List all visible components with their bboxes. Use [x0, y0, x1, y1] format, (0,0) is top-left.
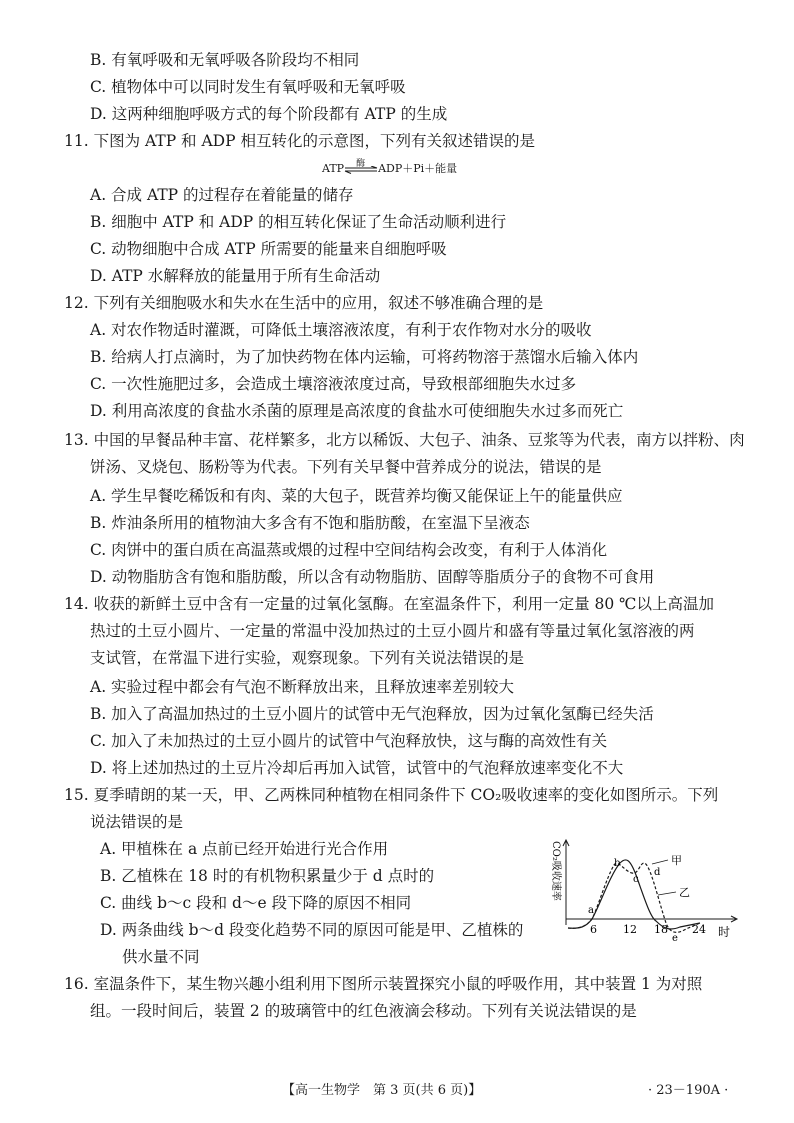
q12-option-d: D. 利用高浓度的食盐水杀菌的原理是高浓度的食盐水可使细胞失水过多而死亡 — [90, 402, 624, 420]
q10-option-c: C. 植物体中可以同时发生有氧呼吸和无氧呼吸 — [90, 78, 406, 96]
series-jia-label: 甲 — [671, 854, 682, 867]
leader-jia — [652, 860, 668, 864]
q12-stem: 12. 下列有关细胞吸水和失水在生活中的应用，叙述不够准确合理的是 — [64, 294, 544, 312]
q14-option-a: A. 实验过程中都会有气泡不断释放出来，且释放速率差别较大 — [90, 678, 515, 696]
q14-stem-line3: 支试管，在常温下进行实验，观察现象。下列有关说法错误的是 — [90, 649, 525, 667]
equation-right: ADP＋Pi＋能量 — [378, 162, 458, 175]
enzyme-label: 酶 — [356, 159, 366, 169]
q15-option-a: A. 甲植株在 a 点前已经开始进行光合作用 — [100, 840, 389, 858]
q11-option-b: B. 细胞中 ATP 和 ADP 的相互转化保证了生命活动顺利进行 — [90, 213, 507, 231]
q13-option-d: D. 动物脂肪含有饱和脂肪酸，所以含有动物脂肪、固醇等脂质分子的食物不可食用 — [90, 568, 655, 586]
point-d-label: d — [654, 867, 661, 878]
q11-option-a: A. 合成 ATP 的过程存在着能量的储存 — [90, 186, 354, 204]
q16-stem-line2: 组。一段时间后，装置 2 的玻璃管中的红色液滴会移动。下列有关说法错误的是 — [90, 1002, 637, 1020]
page-footer: 【高一生物学 第 3 页(共 6 页)】 — [282, 1083, 482, 1098]
q14-option-c: C. 加入了未加热过的土豆小圆片的试管中气泡释放快，这与酶的高效性有关 — [90, 732, 608, 750]
exam-code: · 23－190A · — [648, 1083, 729, 1098]
q13-option-a: A. 学生早餐吃稀饭和有肉、菜的大包子，既营养均衡又能保证上午的能量供应 — [90, 487, 623, 505]
point-e-label: e — [672, 933, 678, 944]
q12-option-a: A. 对农作物适时灌溉，可降低土壤溶液浓度，有利于农作物对水分的吸收 — [90, 321, 592, 339]
x-tick-6: 6 — [590, 923, 597, 936]
point-b-label: b — [614, 858, 621, 869]
q12-option-b: B. 给病人打点滴时，为了加快药物在体内运输，可将药物溶于蒸馏水后输入体内 — [90, 348, 639, 366]
q13-option-c: C. 肉饼中的蛋白质在高温蒸或煨的过程中空间结构会改变，有利于人体消化 — [90, 541, 608, 559]
co2-absorption-chart — [540, 837, 740, 947]
q11-option-d: D. ATP 水解释放的能量用于所有生命活动 — [90, 267, 381, 285]
point-a-label: a — [588, 905, 594, 916]
q14-option-d: D. 将上述加热过的土豆片冷却后再加入试管，试管中的气泡释放速率变化不大 — [90, 759, 624, 777]
q14-option-b: B. 加入了高温加热过的土豆小圆片的试管中无气泡释放，因为过氧化氢酶已经失活 — [90, 705, 654, 723]
x-tick-12: 12 — [623, 923, 637, 936]
q10-option-b: B. 有氧呼吸和无氧呼吸各阶段均不相同 — [90, 51, 360, 69]
q15-option-d: D. 两条曲线 b～d 段变化趋势不同的原因可能是甲、乙植株的 — [100, 921, 524, 939]
q15-stem-line2: 说法错误的是 — [90, 813, 184, 831]
q13-option-b: B. 炸油条所用的植物油大多含有不饱和脂肪酸，在室温下呈液态 — [90, 514, 530, 532]
series-yi-label: 乙 — [679, 886, 690, 899]
q14-stem-line2: 热过的土豆小圆片、一定量的常温中没加热过的土豆小圆片和盛有等量过氧化氢溶液的两 — [90, 622, 695, 640]
q15-option-d-cont: 供水量不同 — [122, 948, 200, 966]
x-axis-label: 时 — [718, 925, 731, 939]
q14-stem-line1: 14. 收获的新鲜土豆中含有一定量的过氧化氢酶。在室温条件下，利用一定量 80 ℃以上高温加 — [64, 595, 714, 613]
q15-stem-line1: 15. 夏季晴朗的某一天，甲、乙两株同种植物在相同条件下 CO₂吸收速率的变化如图所示。下列 — [64, 786, 719, 804]
x-tick-18: 18 — [654, 923, 668, 936]
q15-option-b: B. 乙植株在 18 时的有机物积累量少于 d 点时的 — [100, 867, 435, 885]
q12-option-c: C. 一次性施肥过多，会造成土壤溶液浓度过高，导致根部细胞失水过多 — [90, 375, 577, 393]
y-axis-label: CO₂吸收速率 — [550, 841, 561, 901]
q10-option-d: D. 这两种细胞呼吸方式的每个阶段都有 ATP 的生成 — [90, 105, 448, 123]
equation-left: ATP — [322, 162, 345, 175]
q13-stem-line2: 饼汤、叉烧包、肠粉等为代表。下列有关早餐中营养成分的说法，错误的是 — [90, 458, 602, 476]
q11-stem: 11. 下图为 ATP 和 ADP 相互转化的示意图，下列有关叙述错误的是 — [64, 132, 535, 150]
point-c-label: c — [633, 874, 639, 885]
q16-stem-line1: 16. 室温条件下，某生物兴趣小组利用下图所示装置探究小鼠的呼吸作用，其中装置 1 为对照 — [64, 975, 703, 993]
q13-stem-line1: 13. 中国的早餐品种丰富、花样繁多，北方以稀饭、大包子、油条、豆浆等为代表，南方以拌粉、肉 — [64, 431, 745, 449]
q11-option-c: C. 动物细胞中合成 ATP 所需要的能量来自细胞呼吸 — [90, 240, 447, 258]
leader-yi — [658, 892, 676, 895]
atp-equation — [322, 160, 457, 176]
q15-option-c: C. 曲线 b～c 段和 d～e 段下降的原因不相同 — [100, 894, 412, 912]
x-tick-24: 24 — [692, 923, 706, 936]
reversible-arrow-icon — [344, 159, 378, 176]
